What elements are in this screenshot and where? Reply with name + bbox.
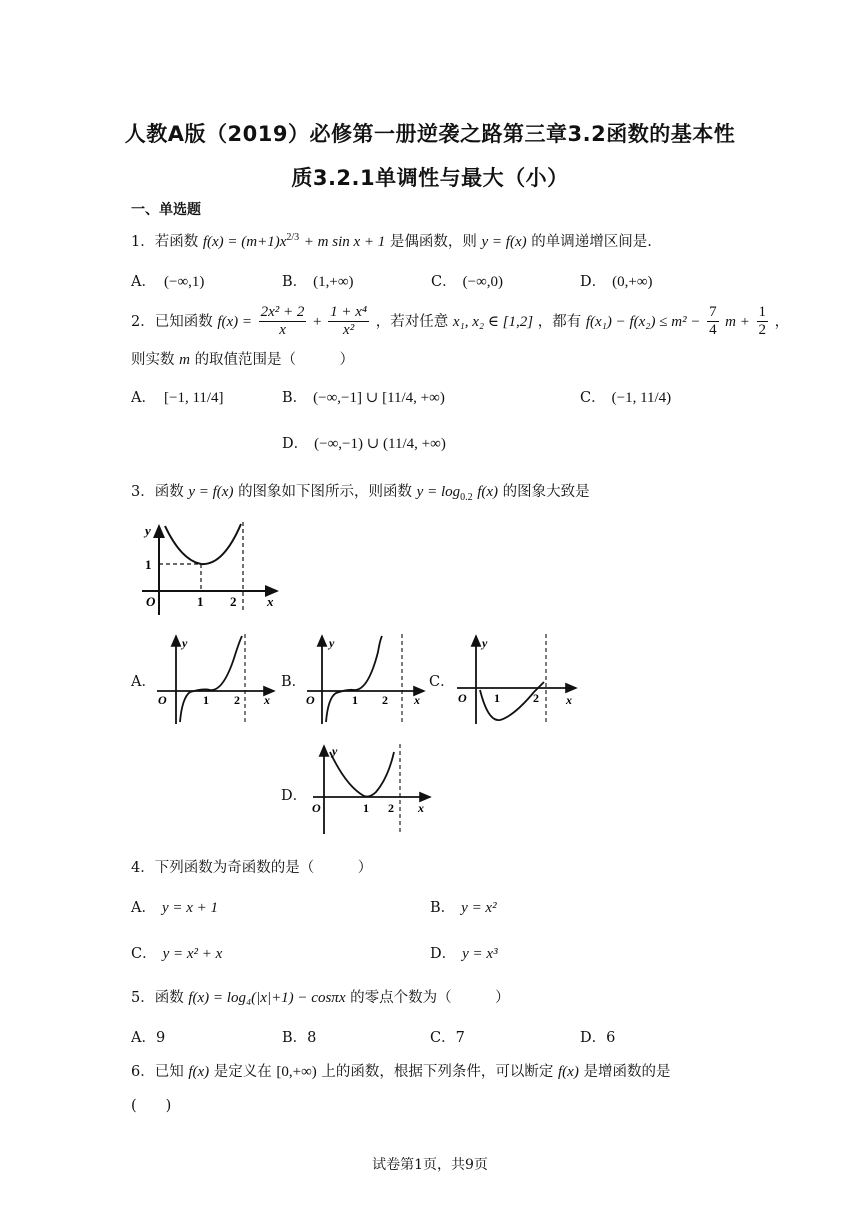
q3-option-a-label: A． [131, 674, 156, 690]
q3-option-a-graph [152, 632, 282, 727]
svg-text:2: 2 [388, 801, 394, 815]
doc-title-line1: 人教A版（2019）必修第一册逆袭之路第三章3.2函数的基本性 [124, 122, 736, 146]
q4-option-d: D． y = x³ [430, 946, 498, 962]
q2-option-b: B． (−∞,−1] ∪ [11/4, +∞) [282, 390, 445, 406]
svg-text:1: 1 [145, 557, 152, 572]
q5-option-a: A．9 [131, 1030, 166, 1046]
question-4: 4．下列函数为奇函数的是（ ） [131, 860, 373, 876]
q3-main-graph [137, 520, 287, 620]
doc-title-line2: 质3.2.1单调性与最大（小） [291, 166, 569, 190]
q4-option-a: A． y = x + 1 [131, 900, 219, 916]
svg-text:y: y [182, 636, 188, 650]
svg-text:x: x [264, 693, 270, 707]
svg-text:x: x [267, 594, 274, 609]
q2-option-a: A． [−1, 11/4] [131, 390, 224, 406]
q3-option-d-label: D． [281, 788, 308, 804]
svg-text:1: 1 [197, 594, 204, 609]
svg-text:1: 1 [494, 691, 500, 705]
q3-option-c-label: C． [429, 674, 455, 690]
q5-option-d: D．6 [580, 1030, 616, 1046]
question-3: 3．函数 y = f(x) 的图象如下图所示，则函数 $y = \log_{0.2} f(x)$ 的图象大致是 [131, 484, 590, 503]
q1-option-b: B． (1,+∞) [282, 274, 354, 290]
q4-option-c: C． y = x² + x [131, 946, 223, 962]
svg-text:O: O [312, 801, 321, 815]
svg-text:O: O [458, 691, 467, 705]
q4-option-b: B． y = x² [430, 900, 497, 916]
svg-text:2: 2 [230, 594, 237, 609]
question-6: 6．已知 f(x) 是定义在 [0,+∞) 上的函数，根据下列条件，可以断定 f(x) 是增函数的是 [131, 1064, 671, 1080]
svg-text:O: O [158, 693, 167, 707]
svg-text:x: x [418, 801, 424, 815]
svg-text:O: O [306, 693, 315, 707]
section-heading: 一、单选题 [131, 202, 201, 218]
question-2-line2: 则实数 m 的取值范围是（ ） [131, 352, 355, 368]
question-2: 2．已知函数 f(x) = $\frac{\text{2x² + 2}}{x}$ + $\frac{\text{1 + x⁴}}{\text{x²}}$ ，若对任意 x₁, x₂ ∈ [1,2] ，都有 f(x₁) − f(x₂) ≤ m² − $\frac{7}{4}$ m + $\frac{1}{2}$ ， [131, 304, 790, 339]
q3-option-d-graph [308, 742, 438, 837]
question-5: 5．函数 f(x) = log₄(|x|+1) − cosπx 的零点个数为（ ） [131, 990, 510, 1006]
svg-text:1: 1 [203, 693, 209, 707]
q1-option-d: D． (0,+∞) [580, 274, 653, 290]
q3-option-b-label: B． [281, 674, 307, 690]
svg-text:y: y [329, 636, 335, 650]
svg-text:y: y [332, 744, 338, 758]
svg-text:y: y [145, 523, 151, 538]
svg-text:y: y [482, 636, 488, 650]
svg-text:1: 1 [352, 693, 358, 707]
q3-option-c-graph [452, 632, 582, 727]
svg-text:1: 1 [363, 801, 369, 815]
svg-text:O: O [146, 594, 156, 609]
q5-option-c: C．7 [430, 1030, 465, 1046]
q2-option-c: C． (−1, 11/4) [580, 390, 672, 406]
curve [165, 524, 241, 564]
svg-text:x: x [414, 693, 420, 707]
svg-text:2: 2 [234, 693, 240, 707]
q1-option-c: C． (−∞,0) [431, 274, 504, 290]
q2-option-d: D． (−∞,−1) ∪ (11/4, +∞) [282, 436, 446, 452]
page-footer: 试卷第1页，共9页 [372, 1157, 488, 1173]
svg-text:2: 2 [533, 691, 539, 705]
q1-option-a: A． (−∞,1) [131, 274, 205, 290]
question-6-line2: ( ) [131, 1098, 172, 1114]
q5-option-b: B．8 [282, 1030, 317, 1046]
svg-text:x: x [566, 693, 572, 707]
q3-option-b-graph [302, 632, 432, 727]
svg-text:2: 2 [382, 693, 388, 707]
question-1: 1．若函数 $f(x) = (m+1)x^{2/3} + m$ sin x + 1 是偶函数，则 y = f(x) 的单调递增区间是. [131, 232, 652, 250]
